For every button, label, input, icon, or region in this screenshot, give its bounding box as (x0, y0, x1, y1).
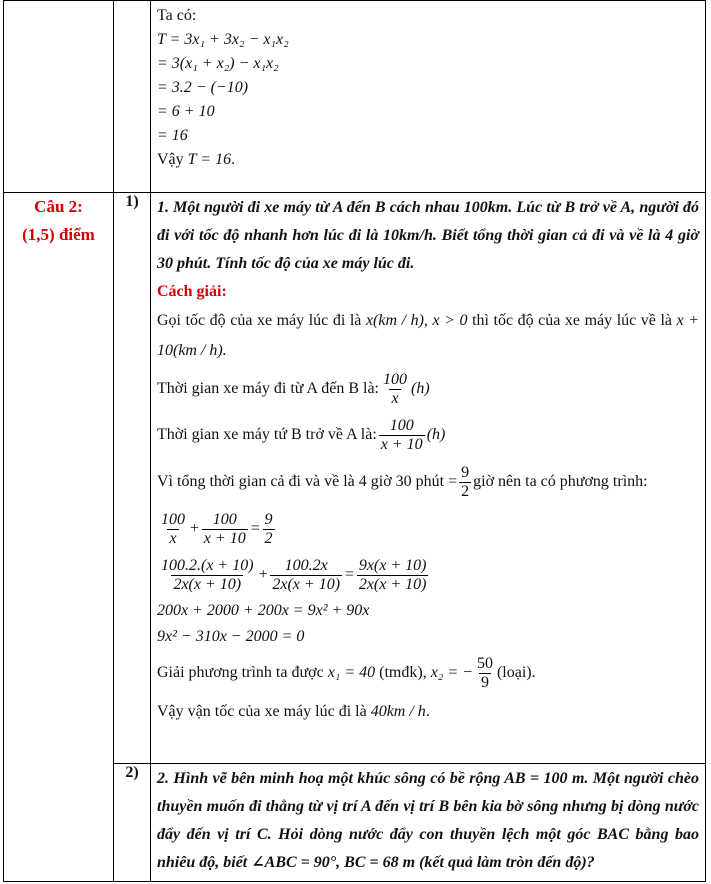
fraction: $\frac{100}{x}$ (383, 370, 407, 407)
equation-3: 200x + 2000 + 200x = 9x² + 90x (157, 602, 370, 619)
solution-table (3, 0, 706, 882)
conclusion-prefix: Vậy (157, 151, 188, 168)
part1-number: 1) (125, 193, 139, 210)
fraction: $\frac{9}{2}$ (264, 510, 273, 547)
unit: (h) (411, 380, 430, 397)
question-label-cell (4, 193, 114, 882)
question-points: (1,5) điểm (22, 225, 95, 244)
step-math: x₂ = − (430, 664, 473, 681)
step-text: Thời gian xe máy tứ B trở về A là: (157, 426, 377, 443)
fraction: $\frac{50}{9}$ (476, 654, 493, 691)
part1-problem: 1. Một người đi xe máy từ A đến B cách nhau 100km. Lúc từ B trở về A, người đó đi với tốc độ nhanh hơn lúc đi là 10km/h. Biết tổng thời gian cả đi và về là 4 giờ 30 phút. Tính tốc độ của xe máy lúc đi. (157, 199, 699, 272)
solution-step-5 (157, 650, 699, 696)
part1-number-cell (114, 193, 151, 764)
step-text: Thời gian xe máy đi từ A đến B là: (157, 380, 379, 397)
fraction: $\frac{100.2x}{2x(x + 10)}$ (272, 556, 341, 593)
part2-number: 2) (125, 764, 139, 781)
fraction: $\frac{100}{x}$ (161, 510, 185, 547)
fraction: $\frac{9x(x + 10)}{2x(x + 10)}$ (358, 556, 427, 593)
operator: + (257, 566, 269, 583)
part2-problem: 2. Hình vẽ bên minh hoạ một khúc sông có bề rộng AB = 100 m. Một người chèo thuyền muốn đi thẳng từ vị trí A đến vị trí B bên kia bờ sông nhưng bị dòng nước đẩy đến vị trí C. Hỏi dòng nước đẩy con thuyền lệch một góc BAC bằng bao nhiêu độ, biết ∠ABC = 90°, BC = 68 m (kết quả làm tròn đến độ)? (157, 770, 699, 871)
step-math: x + 10(km / h). (157, 312, 700, 359)
step-math: x₁ = 40 (327, 664, 376, 681)
step-text: Gọi tốc độ của xe máy lúc đi là (157, 312, 362, 329)
question-label: Câu 2: (34, 197, 83, 216)
intro-text: Ta có: (157, 7, 197, 24)
step-text: Giải phương trình ta được (157, 664, 324, 681)
step-text: (loại). (496, 664, 536, 681)
question-cell-empty (4, 1, 114, 193)
row-part1 (4, 193, 706, 764)
step-text: giờ nên ta có phương trình: (473, 473, 648, 490)
fraction: $\frac{100}{x + 10}$ (203, 510, 246, 547)
fraction: $\frac{9}{2}$ (461, 463, 470, 500)
solution-step-1 (157, 306, 699, 366)
operator: = (344, 566, 355, 583)
operator: + (189, 520, 200, 537)
equation-4: 9x² − 310x − 2000 = 0 (157, 628, 305, 645)
conclusion-line (157, 148, 699, 172)
conclusion-suffix: . (231, 151, 236, 168)
part2-content-cell (151, 764, 706, 882)
solution-step-2 (157, 366, 699, 412)
operator: = (249, 520, 261, 537)
step-math: x(km / h), x > 0 (365, 312, 468, 329)
equation-1 (157, 506, 699, 552)
content-cell-top (151, 1, 706, 193)
equation-line: = 3.2 − (−10) (157, 79, 249, 96)
number-cell-empty (114, 1, 151, 193)
step-text: thì tốc độ của xe máy lúc về là (472, 312, 672, 329)
equation-line: = 6 + 10 (157, 103, 215, 120)
equation-line: = 3(x₁ + x₂) − x₁x₂ (157, 55, 279, 72)
solution-step-4 (157, 458, 699, 506)
fraction: $\frac{100.2.(x + 10)}{2x(x + 10)}$ (161, 556, 254, 593)
step-text: Vậy vận tốc của xe máy lúc đi là (157, 703, 367, 720)
fraction: $\frac{100}{x + 10}$ (380, 416, 423, 453)
conclusion-math: T = 16 (187, 151, 232, 168)
part1-content-cell (151, 193, 706, 764)
equation-line: = 16 (157, 127, 188, 144)
equation-line: T = 3x₁ + 3x₂ − x₁x₂ (157, 31, 289, 48)
equation-2 (157, 552, 699, 598)
solution-step-3 (157, 412, 699, 458)
solution-heading: Cách giải: (157, 283, 227, 300)
step-text: (tmđk), (379, 664, 427, 681)
row-part1-continuation (4, 1, 706, 193)
step-text: Vì tổng thời gian cả đi và về là 4 giờ 30 phút = (157, 473, 458, 490)
unit: (h) (426, 426, 446, 443)
step-math: 40km / h (370, 703, 426, 720)
solution-step-6 (157, 696, 699, 728)
step-text: . (425, 703, 430, 720)
part2-number-cell (114, 764, 151, 882)
